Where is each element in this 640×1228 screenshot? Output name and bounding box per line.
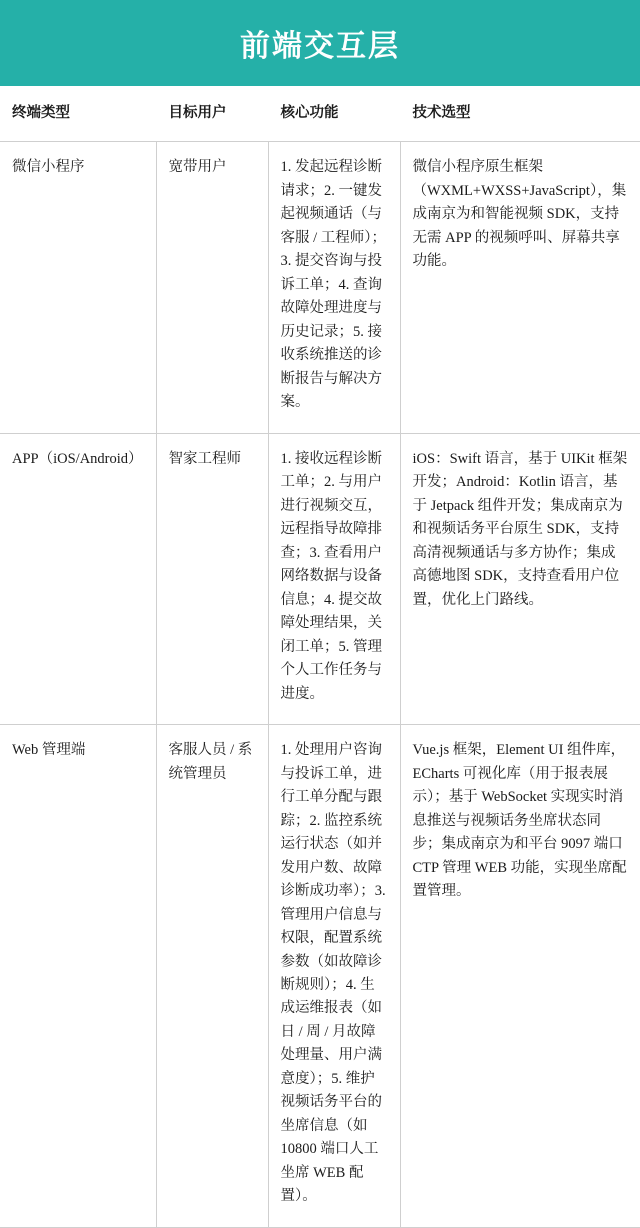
cell-terminal-type — [0, 433, 156, 724]
table-row — [0, 433, 640, 724]
tech-stack-text: Vue.js 框架，Element UI 组件库，ECharts 可视化库（用于报表展示）；基于 WebSocket 实现实时消息推送与视频话务坐席状态同步；集成南京为和平台 9097 端口 CTP 管理 WEB 功能，实现坐席配置管理。 — [412, 742, 627, 900]
table-body — [0, 142, 640, 1227]
cell-target-users — [156, 725, 268, 1228]
cell-target-users — [156, 433, 268, 724]
column-header-target-users: 目标用户 — [156, 86, 268, 142]
tech-stack-text: 微信小程序原生框架（WXML+WXSS+JavaScript），集成南京为和智能视频 SDK，支持无需 APP 的视频呼叫、屏幕共享功能。 — [412, 159, 627, 270]
column-header-tech-stack: 技术选型 — [400, 86, 640, 142]
cell-core-features — [268, 433, 400, 724]
page-title: 前端交互层 — [240, 30, 400, 63]
cell-core-features — [268, 142, 400, 433]
cell-target-users — [156, 142, 268, 433]
cell-terminal-type — [0, 142, 156, 433]
table-header-row — [0, 86, 640, 142]
core-features-text: 1. 处理用户咨询与投诉工单，进行工单分配与跟踪；2. 监控系统运行状态（如并发用户数、故障诊断成功率）；3. 管理用户信息与权限，配置系统参数（如故障诊断规则）；4. 生成运维报表（如日 / 周 / 月故障处理量、用户满意度）；5. 维护视频话务平台的坐席信息（如 10800 端口人工坐席 WEB 配置）。 — [280, 742, 390, 1205]
target-users-text: 客服人员 / 系统管理员 — [168, 742, 253, 782]
table-row — [0, 725, 640, 1228]
column-header-terminal-type: 终端类型 — [0, 86, 156, 142]
terminal-type-text: 微信小程序 — [12, 159, 85, 176]
table-header — [0, 86, 640, 142]
cell-tech-stack — [400, 725, 640, 1228]
cell-core-features — [268, 725, 400, 1228]
target-users-text: 宽带用户 — [168, 159, 227, 176]
page-banner — [0, 0, 640, 86]
terminal-type-text: APP（iOS/Android） — [12, 450, 143, 467]
cell-terminal-type — [0, 725, 156, 1228]
cell-tech-stack — [400, 142, 640, 433]
frontend-layer-table — [0, 86, 640, 1228]
cell-tech-stack — [400, 433, 640, 724]
tech-stack-text: iOS：Swift 语言，基于 UIKit 框架开发；Android：Kotlin 语言，基于 Jetpack 组件开发；集成南京为和视频话务平台原生 SDK，支持高清视频通话与多方协作；集成高德地图 SDK，支持查看用户位置，优化上门路线。 — [412, 450, 628, 608]
target-users-text: 智家工程师 — [168, 450, 241, 467]
core-features-text: 1. 发起远程诊断请求；2. 一键发起视频通话（与客服 / 工程师）；3. 提交咨询与投诉工单；4. 查询故障处理进度与历史记录；5. 接收系统推送的诊断报告与解决方案。 — [280, 159, 387, 411]
column-header-core-features: 核心功能 — [268, 86, 400, 142]
terminal-type-text: Web 管理端 — [12, 742, 86, 759]
table-row — [0, 142, 640, 433]
core-features-text: 1. 接收远程诊断工单；2. 与用户进行视频交互，远程指导故障排查；3. 查看用户网络数据与设备信息；4. 提交故障处理结果，关闭工单；5. 管理个人工作任务与进度。 — [280, 450, 382, 702]
